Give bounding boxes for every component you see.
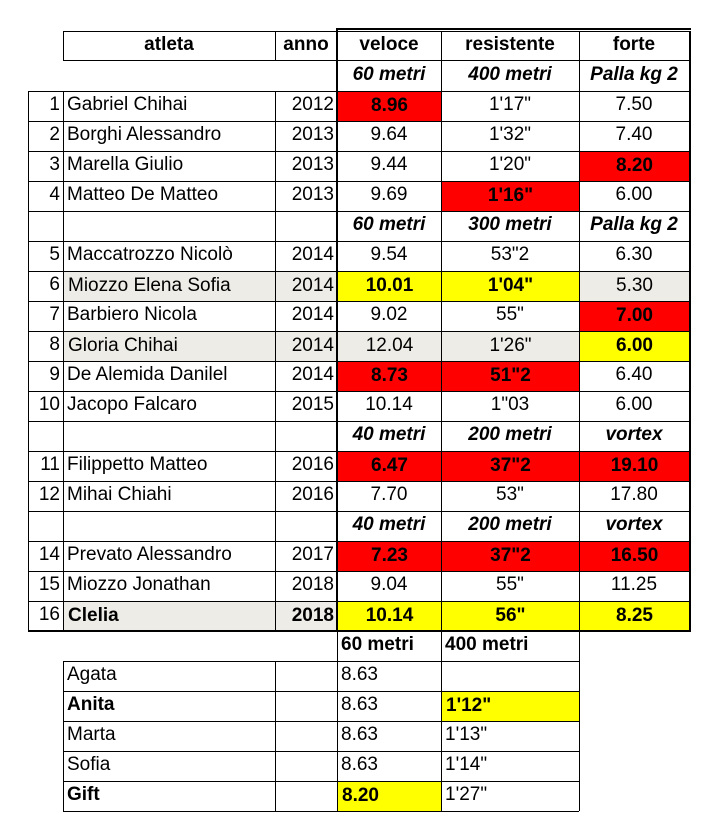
grid-line [63,721,579,722]
section-strength: Palla kg 2 [590,214,678,235]
endurance-value: 1"03 [490,394,530,415]
grid-line [28,481,690,482]
row-number: 7 [49,304,60,325]
grid-line [28,211,690,212]
athlete-name: Prevato Alessandro [67,544,232,565]
extra-endurance [441,661,579,691]
strength-value: 7.50 [615,94,653,115]
grid-line [275,31,276,60]
athlete-year: 2014 [276,272,337,301]
grid-line [28,511,690,512]
extra-speed: 8.63 [341,694,378,715]
extra-header-speed: 60 metri [341,634,414,655]
extra-name: Gift [67,784,100,805]
strength-value: 16.50 [580,542,689,571]
extra-endurance: 1'27" [445,784,488,805]
strength-value: 17.80 [610,484,658,505]
speed-value: 7.23 [338,542,441,571]
endurance-value: 1'20" [488,154,532,175]
athlete-year: 2018 [291,574,334,595]
extra-endurance: 1'14" [445,754,488,775]
extra-endurance: 1'13" [445,724,488,745]
row-number: 14 [38,544,60,565]
grid-line [28,421,690,422]
strength-value: 8.20 [580,152,689,181]
athlete-year: 2013 [291,154,334,175]
row-number: 6 [49,274,60,295]
grid-line [63,811,579,812]
endurance-value: 1'32" [488,124,532,145]
endurance-value: 1'26" [442,332,579,361]
endurance-value: 53"2 [490,244,530,265]
strength-value: 5.30 [580,272,689,301]
endurance-value: 55" [496,304,524,325]
athlete-year: 2014 [291,304,334,325]
athlete-year: 2014 [276,332,337,361]
grid-line [63,31,690,32]
athlete-year: 2016 [291,454,334,475]
speed-value: 6.47 [338,452,441,481]
section-endurance: 300 metri [468,214,552,235]
strength-value: 7.00 [580,302,689,331]
speed-value: 10.14 [365,394,413,415]
athlete-name: Barbiero Nicola [67,304,197,325]
endurance-value: 51"2 [442,362,579,391]
row-number: 2 [49,124,60,145]
grid-line [579,631,580,811]
athlete-name: Clelia [64,602,275,631]
strength-value: 6.40 [615,364,653,385]
header-resistente: resistente [465,34,555,55]
row-number: 4 [49,184,60,205]
grid-line [28,451,690,452]
athlete-year: 2017 [291,544,334,565]
row-number: 3 [49,154,60,175]
grid-line [63,751,579,752]
strength-value: 7.40 [615,124,653,145]
speed-value: 10.14 [338,602,441,631]
athlete-name: Matteo De Matteo [67,184,219,205]
row-number: 12 [38,484,60,505]
athlete-name: De Alemida Danilel [67,364,228,385]
grid-line [28,331,690,332]
athlete-year: 2015 [291,394,334,415]
row-number: 9 [49,364,60,385]
athlete-name: Mihai Chiahi [67,484,172,505]
strength-value: 6.30 [615,244,653,265]
grid-line [63,781,579,782]
athlete-year: 2014 [291,364,334,385]
grid-line [28,391,690,392]
strength-value: 19.10 [580,452,689,481]
speed-value: 9.69 [370,184,408,205]
athlete-name: Miozzo Elena Sofia [64,272,275,301]
athlete-name: Maccatrozzo Nicolò [67,244,233,265]
athlete-name: Gloria Chihai [64,332,275,361]
athlete-name: Borghi Alessandro [67,124,222,145]
grid-line [63,691,579,692]
row-number: 5 [49,244,60,265]
speed-value: 12.04 [338,332,441,361]
endurance-value: 1'16" [442,182,579,211]
endurance-value: 1'04" [442,272,579,301]
grid-line [28,571,690,572]
grid-line [28,151,690,152]
grid-line [28,361,690,362]
grid-line [63,31,64,60]
athlete-year: 2013 [291,184,334,205]
section-strength: vortex [605,514,663,535]
extra-name: Agata [67,664,117,685]
extra-name: Sofia [67,754,111,775]
athlete-year: 2012 [291,94,334,115]
section-endurance: 200 metri [468,424,552,445]
athlete-year: 2013 [291,124,334,145]
header-atleta: atleta [144,34,194,55]
grid-line [28,181,690,182]
endurance-value: 1'17" [488,94,532,115]
row-number: 10 [38,394,60,415]
grid-line [28,601,690,602]
athlete-year: 2016 [291,484,334,505]
athlete-name: Jacopo Falcaro [67,394,197,415]
strength-value: 6.00 [615,184,653,205]
speed-value: 8.73 [338,362,441,391]
header-forte: forte [612,34,656,55]
grid-line [336,28,691,30]
grid-line [63,91,64,631]
grid-line [28,271,690,272]
section-speed: 40 metri [352,424,426,445]
header-anno: anno [283,34,329,55]
strength-value: 8.25 [580,602,689,631]
grid-line [28,301,690,302]
endurance-value: 56" [442,602,579,631]
section-speed: 40 metri [352,514,426,535]
speed-value: 10.01 [338,272,441,301]
extra-header-endurance: 400 metri [445,634,529,655]
section-strength: vortex [605,424,663,445]
grid-line [63,661,579,662]
speed-value: 9.04 [370,574,408,595]
grid-line [28,121,690,122]
speed-value: 7.70 [370,484,408,505]
grid-line [336,91,690,92]
speed-value: 9.44 [370,154,408,175]
athlete-name: Gabriel Chihai [67,94,188,115]
athlete-name: Filippetto Matteo [67,454,208,475]
strength-value: 6.00 [615,394,653,415]
grid-line [63,60,690,61]
section-speed: 60 metri [352,214,426,235]
grid-line [28,630,691,632]
endurance-value: 37"2 [442,452,579,481]
section-speed: 60 metri [352,64,426,85]
section-endurance: 400 metri [468,64,552,85]
extra-speed: 8.63 [341,664,378,685]
row-number: 8 [49,334,60,355]
extra-name: Marta [67,724,116,745]
speed-value: 9.54 [370,244,408,265]
extra-speed: 8.63 [341,724,378,745]
grid-line [28,91,29,631]
grid-line [275,661,276,811]
strength-value: 11.25 [610,574,658,595]
extra-name: Anita [67,694,115,715]
athlete-name: Miozzo Jonathan [67,574,211,595]
header-veloce: veloce [359,34,419,55]
grid-line [275,91,276,631]
row-number: 16 [38,604,60,625]
section-strength: Palla kg 2 [590,64,678,85]
strength-value: 6.00 [580,332,689,361]
row-number: 15 [38,574,60,595]
endurance-value: 37"2 [442,542,579,571]
athlete-year: 2018 [276,602,337,631]
grid-line [28,91,337,92]
grid-line [28,541,690,542]
speed-value: 9.02 [370,304,408,325]
section-endurance: 200 metri [468,514,552,535]
row-number: 11 [40,454,60,475]
grid-line [63,661,64,811]
extra-speed: 8.63 [341,754,378,775]
row-number: 1 [49,94,60,115]
endurance-value: 53" [496,484,524,505]
endurance-value: 55" [496,574,524,595]
grid-line [28,241,690,242]
speed-value: 8.96 [338,92,441,121]
extra-endurance: 1'12" [442,692,579,721]
athlete-name: Marella Giulio [67,154,184,175]
extra-speed: 8.20 [338,782,441,811]
athlete-year: 2014 [291,244,334,265]
speed-value: 9.64 [370,124,408,145]
